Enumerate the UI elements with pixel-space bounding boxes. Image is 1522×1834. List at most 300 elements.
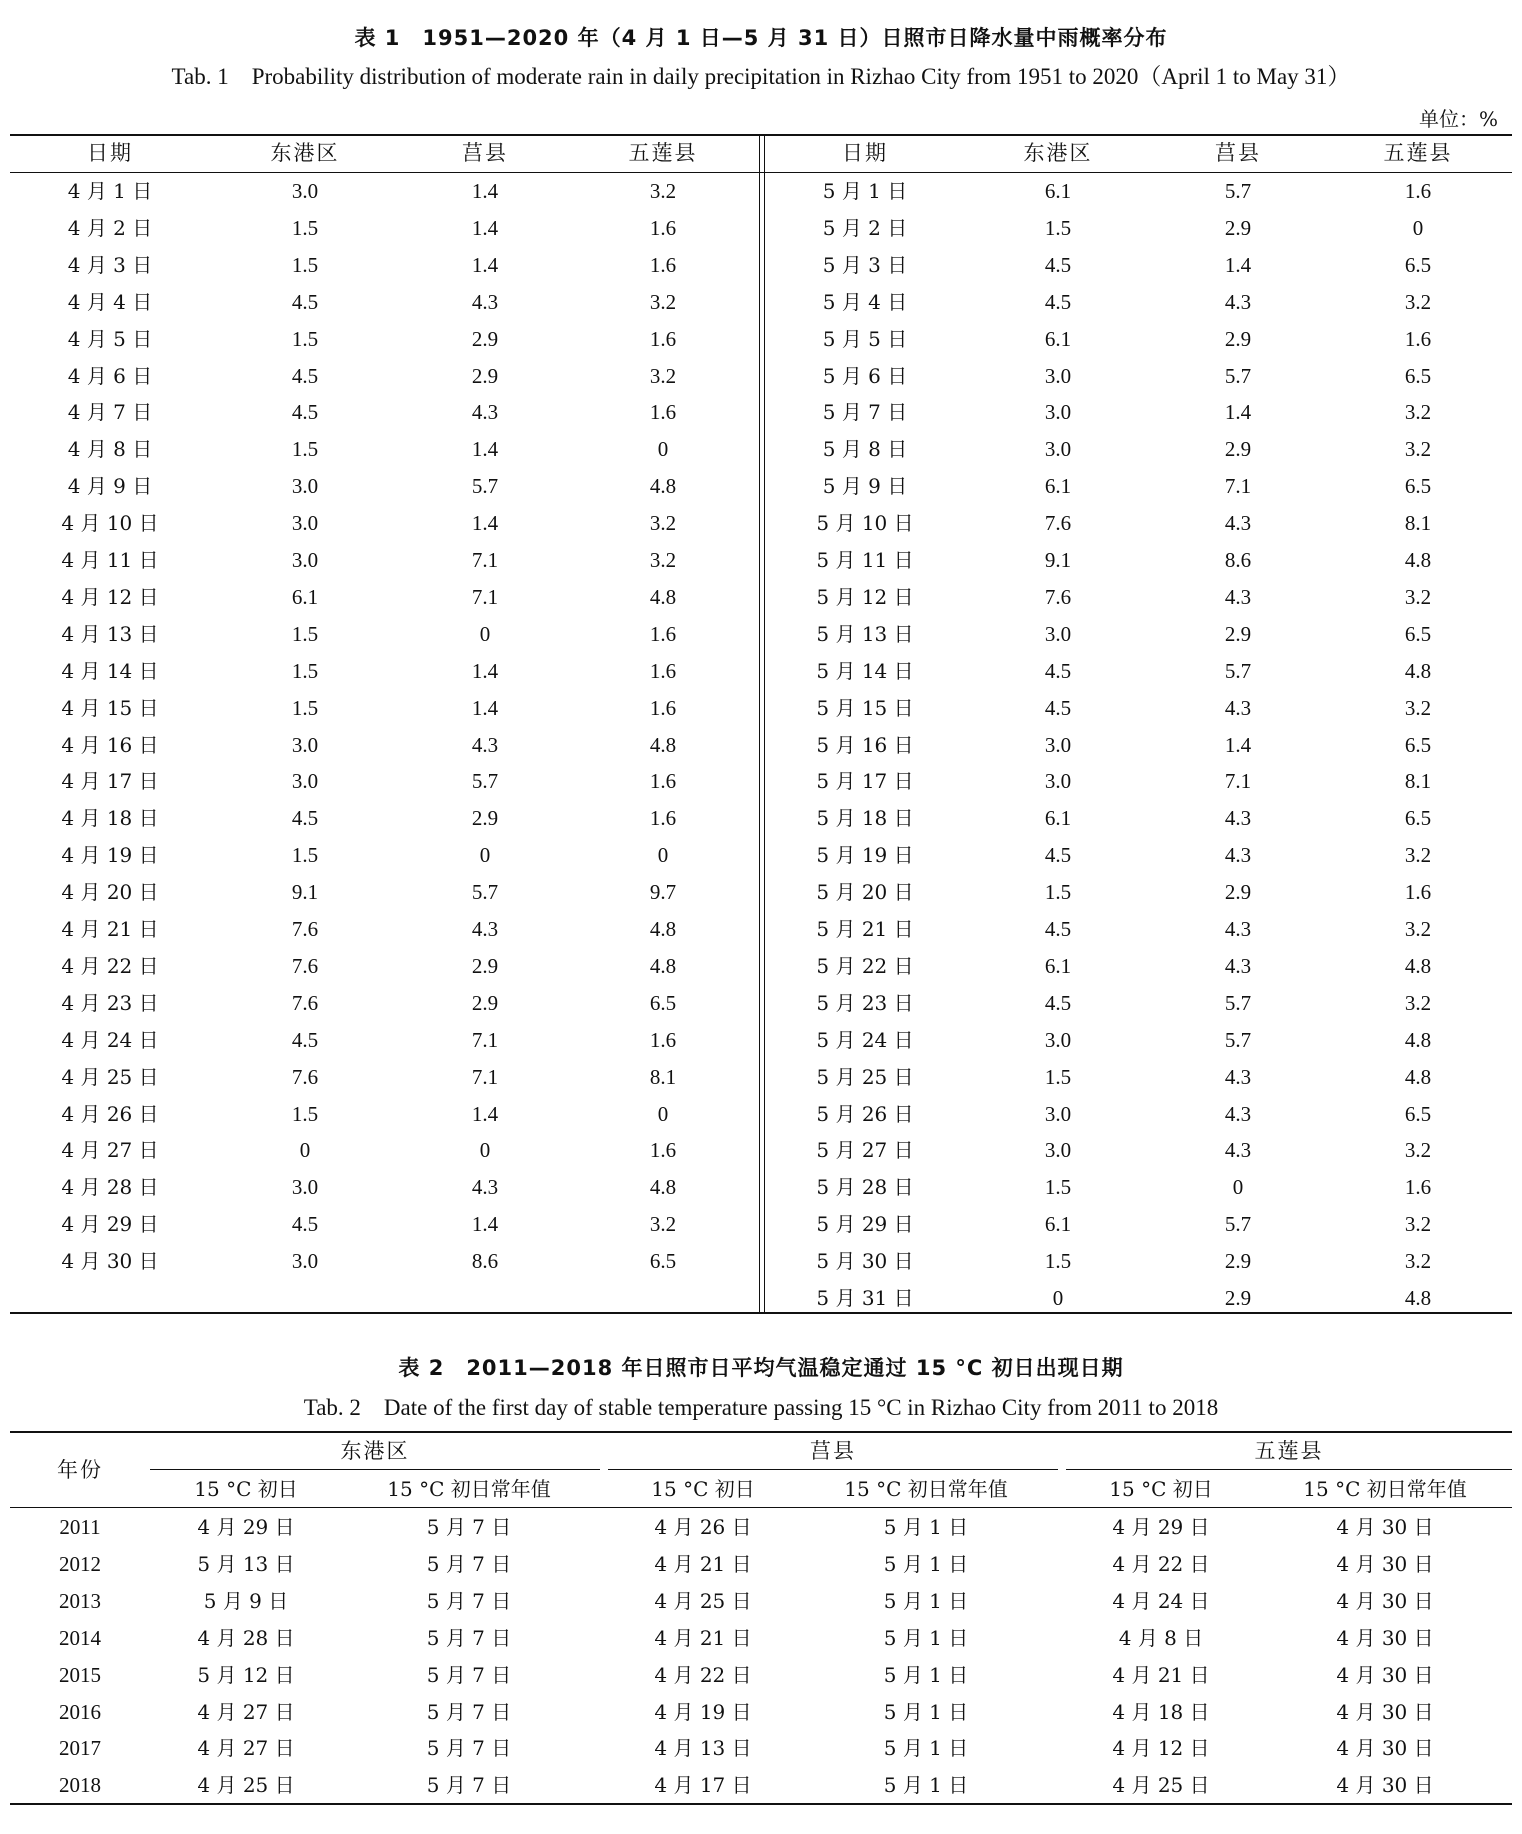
table1-april-value: 0	[479, 621, 491, 646]
table1-april-date: 4 月 24 日	[61, 1027, 159, 1052]
table1-april-value: 3.0	[291, 511, 319, 536]
table1-may-value: 4.8	[1404, 953, 1432, 978]
table1-april-value: 1.5	[291, 695, 319, 720]
table1-may-date: 5 月 15 日	[816, 695, 914, 720]
table2-date: 4 月 27 日	[197, 1736, 295, 1761]
table1-april-date: 4 月 21 日	[61, 917, 159, 941]
table1-april-value: 1.6	[649, 806, 677, 831]
table1-may-date: 5 月 13 日	[816, 621, 914, 646]
table2-date: 4 月 18 日	[1112, 1699, 1210, 1724]
table1-april-date: 4 月 15 日	[61, 695, 159, 720]
table1-may-value: 3.2	[1404, 1249, 1432, 1274]
table1-may-value: 3.2	[1404, 289, 1432, 314]
table1-april-value: 1.6	[649, 695, 677, 720]
table1-april-date: 4 月 11 日	[61, 548, 159, 572]
table1-april-date: 4 月 28 日	[61, 1175, 159, 1200]
table2-year-header: 年份	[57, 1458, 103, 1482]
table1-april-date: 4 月 7 日	[67, 400, 153, 425]
table1-april-value: 4.5	[291, 363, 319, 388]
table2-date: 4 月 30 日	[1336, 1736, 1434, 1761]
table1-april-value: 8.1	[649, 1064, 677, 1089]
table2-date: 5 月 7 日	[426, 1515, 512, 1539]
table1-may-date: 5 月 26 日	[816, 1101, 914, 1126]
table1-may-value: 1.5	[1044, 1175, 1072, 1200]
table1-april-value: 1.4	[471, 215, 499, 240]
table1-may-value: 4.3	[1224, 584, 1252, 609]
table2-date: 5 月 1 日	[883, 1662, 969, 1687]
table1-may-value: 3.2	[1404, 990, 1432, 1015]
table1-april-date: 4 月 22 日	[61, 953, 159, 978]
table1-may-value: 1.6	[1404, 179, 1432, 203]
table2-date: 5 月 7 日	[426, 1588, 512, 1613]
table1-may-date: 5 月 11 日	[816, 548, 914, 572]
table1-may-value: 4.8	[1404, 658, 1432, 683]
table2-date: 4 月 30 日	[1336, 1699, 1434, 1724]
table1-april-value: 1.5	[291, 326, 319, 351]
table1-april-value: 4.5	[291, 1027, 319, 1052]
table1-april-value: 3.2	[649, 1212, 677, 1237]
table1-may-value: 7.1	[1224, 474, 1252, 499]
table1-may-value: 4.3	[1224, 953, 1252, 978]
table1-may-date: 5 月 1 日	[822, 179, 908, 203]
table1-april-value: 4.5	[291, 400, 319, 425]
table2-date: 4 月 12 日	[1112, 1736, 1210, 1761]
table1-april-date: 4 月 2 日	[67, 215, 153, 240]
table1-april-value: 1.6	[649, 1027, 677, 1052]
table1-april-value: 1.5	[291, 215, 319, 240]
table2-date: 5 月 1 日	[883, 1699, 969, 1724]
table1-april-date: 4 月 16 日	[61, 732, 159, 757]
table2-date: 4 月 30 日	[1336, 1662, 1434, 1687]
table1-april-date: 4 月 25 日	[61, 1064, 159, 1089]
table1-april-value: 4.8	[649, 953, 677, 978]
table1-april-value: 1.4	[471, 511, 499, 536]
table2-date: 5 月 13 日	[197, 1551, 295, 1576]
table2-date: 5 月 1 日	[883, 1625, 969, 1650]
table1-april-date: 4 月 29 日	[61, 1212, 159, 1237]
table1-may-value: 5.7	[1224, 658, 1252, 683]
table1-may-value: 6.5	[1404, 732, 1432, 757]
table1-april-value: 1.6	[649, 215, 677, 240]
table2-date: 4 月 25 日	[197, 1773, 295, 1798]
table1-may-value: 1.4	[1224, 400, 1252, 425]
table1-april-value: 7.6	[291, 917, 319, 941]
table2-year: 2017	[59, 1736, 101, 1761]
table1-april-value: 7.1	[471, 1027, 499, 1052]
table1-april-date: 4 月 17 日	[61, 769, 159, 794]
table1-may-value: 3.2	[1404, 695, 1432, 720]
table2-date: 4 月 30 日	[1336, 1515, 1434, 1539]
table1-may-value: 2.9	[1224, 437, 1252, 462]
table1-april-value: 3.2	[649, 179, 677, 203]
table1-april-value: 4.5	[291, 806, 319, 831]
table1-april-value: 3.2	[649, 548, 677, 572]
table1-may-value: 6.5	[1404, 252, 1432, 277]
table1-may-value: 5.7	[1224, 179, 1252, 203]
table2-year: 2013	[59, 1588, 101, 1613]
table2-top-rule	[10, 1431, 1512, 1433]
table1-may-value: 3.2	[1404, 1212, 1432, 1237]
table1-may-value: 3.2	[1404, 1138, 1432, 1163]
table2-date: 4 月 19 日	[654, 1699, 752, 1724]
table1-caption-cn: 表 1 1951—2020 年（4 月 1 日—5 月 31 日）日照市日降水量中雨概率分布	[354, 26, 1168, 50]
table1-may-value: 6.5	[1404, 363, 1432, 388]
table1-may-value: 6.5	[1404, 806, 1432, 831]
table1-april-value: 4.5	[291, 1212, 319, 1237]
table1-april-value: 4.8	[649, 732, 677, 757]
table1-april-value: 6.1	[291, 584, 319, 609]
table1-may-value: 6.5	[1404, 474, 1432, 499]
table1-april-date: 4 月 10 日	[61, 511, 159, 536]
table1-april-value: 4.3	[471, 917, 499, 941]
table1-april-value: 3.0	[291, 474, 319, 499]
table1-caption-en: Tab. 1 Probability distribution of moderate rain in daily precipitation in Rizhao City from 1951 to 2020（April 1 to May 31）	[171, 64, 1351, 89]
table1-april-value: 3.0	[291, 179, 319, 203]
table2-group-header-0: 东港区	[340, 1439, 410, 1463]
table2-date: 5 月 1 日	[883, 1588, 969, 1613]
table1-may-date: 5 月 16 日	[816, 732, 914, 757]
table1-april-date: 4 月 19 日	[61, 843, 159, 868]
table1-may-date: 5 月 12 日	[816, 584, 914, 609]
table1-april-value: 4.5	[291, 289, 319, 314]
table2-date: 4 月 22 日	[654, 1662, 752, 1687]
table1-april-value: 0	[657, 1101, 669, 1126]
table1-may-value: 8.6	[1224, 548, 1252, 572]
table2-year: 2018	[59, 1773, 101, 1798]
table2-date: 4 月 25 日	[654, 1588, 752, 1613]
table1-divider-right	[764, 134, 765, 1312]
table1-may-value: 4.3	[1224, 1101, 1252, 1126]
table1-april-value: 1.6	[649, 1138, 677, 1163]
table1-may-date: 5 月 28 日	[816, 1175, 914, 1200]
table2-header-rule	[10, 1507, 1512, 1508]
table1-may-value: 3.0	[1044, 400, 1072, 425]
table2-group-header-1: 莒县	[810, 1439, 856, 1463]
table1-may-date: 5 月 7 日	[822, 400, 908, 425]
table1-may-value: 3.2	[1404, 843, 1432, 868]
table1-april-value: 0	[479, 1138, 491, 1163]
table2-date: 4 月 21 日	[654, 1625, 752, 1650]
table1-may-value: 6.1	[1044, 179, 1072, 203]
table1-april-value: 7.1	[471, 584, 499, 609]
table1-may-date: 5 月 17 日	[816, 769, 914, 794]
table2-date: 4 月 13 日	[654, 1736, 752, 1761]
table2-date: 5 月 7 日	[426, 1551, 512, 1576]
table1-top-rule	[10, 134, 1512, 136]
table1-may-value: 7.6	[1044, 511, 1072, 536]
table1-may-date: 5 月 27 日	[816, 1138, 914, 1163]
table1-may-value: 5.7	[1224, 363, 1252, 388]
table1-may-value: 2.9	[1224, 1286, 1252, 1310]
table1-may-value: 1.5	[1044, 880, 1072, 905]
table1-may-value: 4.5	[1044, 917, 1072, 941]
table1-may-value: 2.9	[1224, 621, 1252, 646]
table1-april-value: 3.0	[291, 732, 319, 757]
table1-april-value: 3.0	[291, 1249, 319, 1274]
table2-date: 5 月 1 日	[883, 1551, 969, 1576]
table1-april-value: 1.4	[471, 1212, 499, 1237]
table1-may-value: 1.6	[1404, 880, 1432, 905]
table1-may-value: 6.1	[1044, 953, 1072, 978]
table1-may-value: 3.0	[1044, 363, 1072, 388]
table1-april-date: 4 月 8 日	[67, 437, 153, 462]
table1-april-value: 4.8	[649, 474, 677, 499]
table1-april-value: 1.5	[291, 621, 319, 646]
table1-april-value: 1.4	[471, 179, 499, 203]
table1-april-value: 5.7	[471, 769, 499, 794]
table1-april-value: 3.0	[291, 769, 319, 794]
table1-april-value: 1.5	[291, 252, 319, 277]
table1-may-value: 4.5	[1044, 695, 1072, 720]
table1-may-value: 9.1	[1044, 548, 1072, 572]
table1-april-value: 1.4	[471, 252, 499, 277]
table1-april-value: 3.0	[291, 1175, 319, 1200]
table1-april-date: 4 月 12 日	[61, 584, 159, 609]
table1-may-date: 5 月 14 日	[816, 658, 914, 683]
table1-may-date: 5 月 21 日	[816, 917, 914, 941]
table1-april-value: 1.6	[649, 400, 677, 425]
table1-april-value: 0	[657, 843, 669, 868]
table1-header-left-2: 莒县	[462, 141, 508, 165]
table1-april-value: 7.6	[291, 1064, 319, 1089]
table1-may-value: 2.9	[1224, 326, 1252, 351]
table2-date: 4 月 21 日	[654, 1551, 752, 1576]
table1-may-date: 5 月 19 日	[816, 843, 914, 868]
table1-may-value: 1.5	[1044, 215, 1072, 240]
table1-april-value: 1.6	[649, 621, 677, 646]
table1-may-value: 4.8	[1404, 548, 1432, 572]
table1-april-value: 1.6	[649, 769, 677, 794]
table1-may-value: 6.5	[1404, 621, 1432, 646]
table2-year: 2015	[59, 1662, 101, 1687]
table1-may-value: 0	[1412, 215, 1424, 240]
table1-april-value: 1.5	[291, 658, 319, 683]
table1-april-value: 9.1	[291, 880, 319, 905]
table1-april-value: 3.2	[649, 511, 677, 536]
table1-may-value: 6.1	[1044, 474, 1072, 499]
table1-april-value: 1.4	[471, 1101, 499, 1126]
table1-april-date: 4 月 6 日	[67, 363, 153, 388]
table2-year: 2016	[59, 1699, 101, 1724]
table1-april-value: 3.0	[291, 548, 319, 572]
table2-subheader-first: 15 °C 初日	[194, 1477, 298, 1501]
table1-may-value: 2.9	[1224, 215, 1252, 240]
table2-subheader-normal: 15 °C 初日常年值	[1303, 1477, 1467, 1501]
table2-date: 5 月 7 日	[426, 1773, 512, 1798]
table1-april-value: 0	[479, 843, 491, 868]
table1-may-value: 1.6	[1404, 1175, 1432, 1200]
table1-may-value: 5.7	[1224, 990, 1252, 1015]
table1-may-value: 1.5	[1044, 1249, 1072, 1274]
table2-date: 5 月 7 日	[426, 1699, 512, 1724]
table1-may-date: 5 月 22 日	[816, 953, 914, 978]
table1-april-value: 4.8	[649, 584, 677, 609]
table2-date: 4 月 21 日	[1112, 1662, 1210, 1687]
table1-april-date: 4 月 3 日	[67, 252, 153, 277]
table1-may-date: 5 月 25 日	[816, 1064, 914, 1089]
table1-may-value: 4.3	[1224, 806, 1252, 831]
table1-april-value: 0	[657, 437, 669, 462]
table2-caption-cn: 表 2 2011—2018 年日照市日平均气温稳定通过 15 °C 初日出现日期	[398, 1356, 1124, 1380]
table1-header-right-1: 东港区	[1023, 141, 1093, 165]
table2-date: 4 月 24 日	[1112, 1588, 1210, 1613]
table1-may-value: 1.6	[1404, 326, 1432, 351]
table1-april-value: 4.3	[471, 289, 499, 314]
table1-may-value: 3.0	[1044, 437, 1072, 462]
table1-may-value: 4.5	[1044, 990, 1072, 1015]
table2-date: 4 月 30 日	[1336, 1773, 1434, 1798]
table2-date: 4 月 25 日	[1112, 1773, 1210, 1798]
table1-may-value: 3.0	[1044, 732, 1072, 757]
table1-may-value: 4.3	[1224, 511, 1252, 536]
table1-header-rule	[10, 172, 1512, 173]
table1-may-value: 6.1	[1044, 326, 1072, 351]
table2-date: 5 月 1 日	[883, 1736, 969, 1761]
table1-may-date: 5 月 9 日	[822, 474, 908, 499]
table1-april-value: 1.4	[471, 658, 499, 683]
table1-may-date: 5 月 20 日	[816, 880, 914, 905]
table1-may-value: 7.6	[1044, 584, 1072, 609]
table1-april-value: 1.5	[291, 1101, 319, 1126]
table1-may-value: 4.3	[1224, 1064, 1252, 1089]
table1-may-value: 8.1	[1404, 511, 1432, 536]
table1-may-value: 3.0	[1044, 769, 1072, 794]
table1-may-value: 4.5	[1044, 289, 1072, 314]
table2-subheader-first: 15 °C 初日	[1109, 1477, 1213, 1501]
table2-date: 4 月 27 日	[197, 1699, 295, 1724]
table2-date: 4 月 29 日	[197, 1515, 295, 1539]
table1-header-left-3: 五莲县	[628, 141, 698, 165]
table1-may-value: 7.1	[1224, 769, 1252, 794]
table2-subheader-first: 15 °C 初日	[651, 1477, 755, 1501]
table1-may-value: 0	[1052, 1286, 1064, 1310]
table2-group-rule-3	[1066, 1469, 1512, 1470]
table1-may-date: 5 月 5 日	[822, 326, 908, 351]
table1-may-date: 5 月 18 日	[816, 806, 914, 831]
table1-april-value: 1.6	[649, 326, 677, 351]
table2-date: 4 月 30 日	[1336, 1625, 1434, 1650]
table2-date: 4 月 30 日	[1336, 1588, 1434, 1613]
table1-april-value: 1.5	[291, 843, 319, 868]
table1-may-value: 6.5	[1404, 1101, 1432, 1126]
table2-caption-en: Tab. 2 Date of the first day of stable temperature passing 15 °C in Rizhao City from 2011 to 2018	[303, 1395, 1219, 1420]
table1-may-value: 4.8	[1404, 1027, 1432, 1052]
table1-may-value: 4.5	[1044, 252, 1072, 277]
table2-date: 5 月 1 日	[883, 1515, 969, 1539]
table1-may-value: 8.1	[1404, 769, 1432, 794]
table2-date: 4 月 17 日	[654, 1773, 752, 1798]
table1-may-value: 3.2	[1404, 400, 1432, 425]
table1-april-value: 9.7	[649, 880, 677, 905]
table1-april-value: 8.6	[471, 1249, 499, 1274]
table2-subheader-normal: 15 °C 初日常年值	[844, 1477, 1008, 1501]
table1-may-value: 4.5	[1044, 843, 1072, 868]
table1-may-date: 5 月 31 日	[816, 1286, 914, 1310]
table2-date: 5 月 9 日	[203, 1588, 289, 1613]
table1-april-value: 1.6	[649, 658, 677, 683]
table1-april-value: 1.5	[291, 437, 319, 462]
table1-april-date: 4 月 26 日	[61, 1101, 159, 1126]
table1-april-value: 7.6	[291, 990, 319, 1015]
table1-april-value: 1.4	[471, 695, 499, 720]
table1-april-value: 5.7	[471, 880, 499, 905]
table1-april-value: 2.9	[471, 363, 499, 388]
table1-may-date: 5 月 8 日	[822, 437, 908, 462]
table1-april-value: 4.8	[649, 917, 677, 941]
table1-header-left-1: 东港区	[270, 141, 340, 165]
table1-may-date: 5 月 2 日	[822, 215, 908, 240]
table1-may-value: 4.3	[1224, 917, 1252, 941]
table1-may-value: 3.0	[1044, 1138, 1072, 1163]
table1-may-date: 5 月 24 日	[816, 1027, 914, 1052]
table1-may-value: 6.1	[1044, 806, 1072, 831]
table2-date: 4 月 29 日	[1112, 1515, 1210, 1539]
table1-may-value: 3.0	[1044, 621, 1072, 646]
table1-may-value: 3.2	[1404, 584, 1432, 609]
table1-april-date: 4 月 4 日	[67, 289, 153, 314]
table1-april-value: 4.3	[471, 400, 499, 425]
table1-header-right-3: 五莲县	[1383, 141, 1453, 165]
table1-header-right-0: 日期	[842, 141, 888, 165]
table2-year: 2012	[59, 1551, 101, 1576]
table1-april-value: 7.6	[291, 953, 319, 978]
table2-date: 4 月 8 日	[1118, 1625, 1204, 1650]
table1-april-date: 4 月 14 日	[61, 658, 159, 683]
table2-group-header-2: 五莲县	[1254, 1439, 1324, 1463]
table1-divider-left	[759, 134, 760, 1312]
table2-group-rule-1	[150, 1469, 600, 1470]
table1-april-value: 3.2	[649, 289, 677, 314]
table1-may-value: 4.8	[1404, 1064, 1432, 1089]
table1-april-value: 3.2	[649, 363, 677, 388]
table1-april-date: 4 月 9 日	[67, 474, 153, 499]
table2-date: 5 月 12 日	[197, 1662, 295, 1687]
table1-header-right-2: 莒县	[1215, 141, 1261, 165]
table1-may-date: 5 月 29 日	[816, 1212, 914, 1237]
table2-date: 4 月 22 日	[1112, 1551, 1210, 1576]
table1-april-date: 4 月 20 日	[61, 880, 159, 905]
table1-may-value: 5.7	[1224, 1027, 1252, 1052]
table2-subheader-normal: 15 °C 初日常年值	[387, 1477, 551, 1501]
table1-april-date: 4 月 18 日	[61, 806, 159, 831]
table1-may-value: 1.5	[1044, 1064, 1072, 1089]
table1-april-value: 7.1	[471, 548, 499, 572]
table1-may-date: 5 月 23 日	[816, 990, 914, 1015]
table2-group-rule-2	[608, 1469, 1058, 1470]
table1-april-date: 4 月 30 日	[61, 1249, 159, 1274]
table1-may-value: 1.4	[1224, 252, 1252, 277]
table1-april-value: 6.5	[649, 990, 677, 1015]
table1-may-value: 4.3	[1224, 695, 1252, 720]
table2-year: 2014	[59, 1625, 101, 1650]
table1-april-value: 2.9	[471, 990, 499, 1015]
table1-may-value: 2.9	[1224, 880, 1252, 905]
table2-date: 4 月 26 日	[654, 1515, 752, 1539]
table1-april-value: 4.3	[471, 1175, 499, 1200]
table1-may-date: 5 月 10 日	[816, 511, 914, 536]
table1-may-value: 5.7	[1224, 1212, 1252, 1237]
table1-may-value: 4.5	[1044, 658, 1072, 683]
table1-april-date: 4 月 23 日	[61, 990, 159, 1015]
table1-april-value: 6.5	[649, 1249, 677, 1274]
table1-may-value: 4.8	[1404, 1286, 1432, 1310]
table2-date: 5 月 1 日	[883, 1773, 969, 1798]
table1-april-value: 2.9	[471, 326, 499, 351]
table1-may-date: 5 月 4 日	[822, 289, 908, 314]
table1-may-value: 3.2	[1404, 437, 1432, 462]
table1-bottom-rule	[10, 1312, 1512, 1314]
table1-april-value: 4.3	[471, 732, 499, 757]
